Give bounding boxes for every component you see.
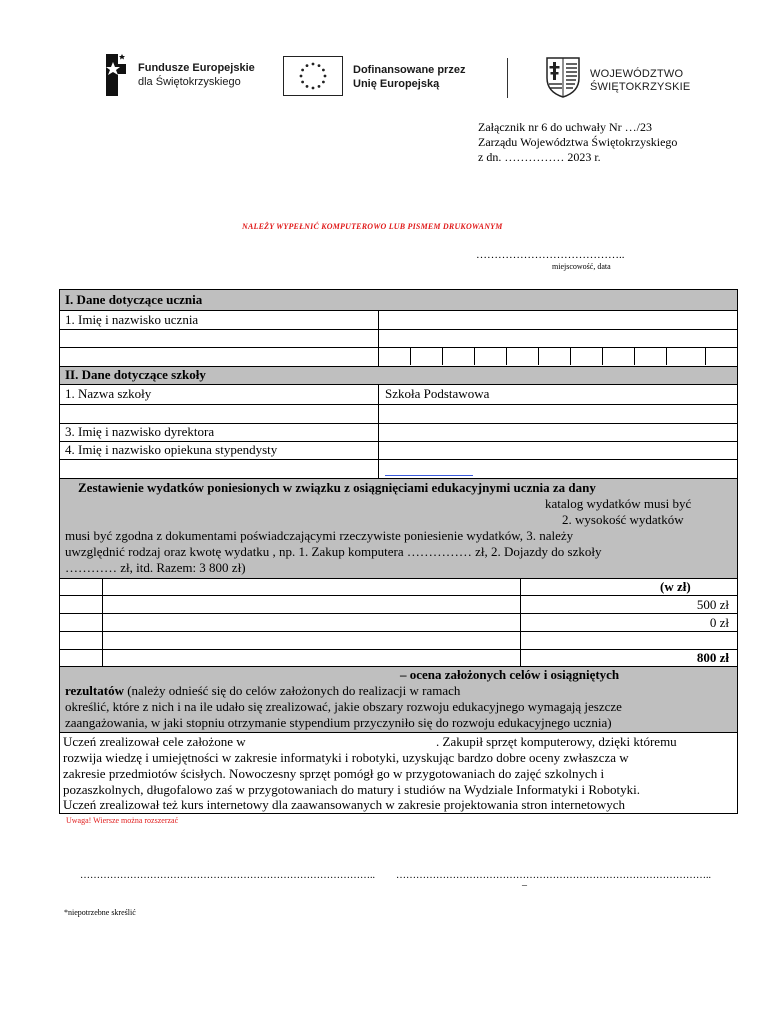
- section4-line1: – ocena założonych celów i osiągniętych: [400, 667, 620, 682]
- header-divider: [507, 58, 508, 98]
- school-name-row: [60, 385, 737, 405]
- answer-line1a: Uczeń zrealizował cele założone w: [63, 734, 246, 749]
- expense-row-2: [60, 614, 737, 632]
- expense-amount-1[interactable]: 500 zł: [696, 597, 729, 612]
- logo-eu: [283, 56, 483, 98]
- section3-line5: uwzględnić rodzaj oraz kwotę wydatku , np. 1. Zakup komputera …………… zł, 2. Dojazdy do szkoły: [65, 544, 602, 559]
- digit-box[interactable]: [442, 348, 474, 365]
- digit-box[interactable]: [506, 348, 538, 365]
- section4-header: [60, 667, 737, 733]
- answer-line4: pozaszkolnych, długofalowo zaś w przygotowaniach do matury i studiów na Wydziale Informatyki i Robotyki.: [63, 782, 640, 797]
- expense-amount-2[interactable]: 0 zł: [709, 615, 729, 630]
- section1-header: [60, 290, 737, 311]
- signature-dash: –: [522, 880, 527, 891]
- logo-woj-line1: WOJEWÓDZTWO: [590, 68, 684, 80]
- digit-box[interactable]: [602, 348, 634, 365]
- section4-line2-bold: rezultatów: [65, 683, 124, 698]
- coat-of-arms-icon: [545, 56, 581, 98]
- section4-line4: zaangażowania, w jaki stopniu otrzymanie stypendium przyczyniło się do rozwoju edukacyjnego ucznia): [65, 715, 612, 730]
- tutor-input[interactable]: [379, 442, 737, 459]
- director-row: [60, 424, 737, 442]
- section3-line4: musi być zgodna z dokumentami poświadczającymi rzeczywiste poniesienie wydatków, 3. należy: [65, 528, 574, 543]
- section3-line2: katalog wydatków musi być: [545, 496, 692, 511]
- annex-line2: Zarządu Województwa Świętokrzyskiego: [478, 135, 678, 149]
- signature-left-dots: ……………………………………………………………………………..: [80, 870, 375, 881]
- eu-flag-icon: [283, 56, 343, 96]
- answer-line5: Uczeń zrealizował też kurs internetowy dla zaawansowanych w zakresie projektowania stron internetowych: [63, 797, 626, 812]
- digit-box[interactable]: [705, 348, 737, 365]
- school-name-label: 1. Nazwa szkoły: [65, 386, 152, 401]
- logo-woj-line2: ŚWIĘTOKRZYSKIE: [590, 81, 691, 93]
- expense-total-row: [60, 650, 737, 667]
- school-address-input[interactable]: [379, 405, 737, 423]
- footnote: *niepotrzebne skreślić: [64, 908, 136, 917]
- digit-box[interactable]: [410, 348, 442, 365]
- director-label: 3. Imię i nazwisko dyrektora: [65, 424, 215, 439]
- place-date-label: miejscowość, data: [552, 262, 611, 271]
- id-number-row: [60, 348, 737, 367]
- logo-eu-line1: Dofinansowane przez: [353, 64, 466, 76]
- student-name-input[interactable]: [379, 311, 737, 329]
- annex-line3: z dn. …………… 2023 r.: [478, 150, 601, 164]
- warning-note: Uwaga! Wiersze można rozszerzać: [66, 816, 179, 825]
- school-name-input[interactable]: Szkoła Podstawowa: [385, 386, 490, 401]
- place-date-dots: …………………………………..: [476, 249, 625, 261]
- digit-box[interactable]: [634, 348, 666, 365]
- stipend-report-form: [59, 289, 738, 814]
- evaluation-answer[interactable]: [60, 733, 737, 813]
- director-input[interactable]: [379, 424, 737, 441]
- section3-title: Zestawienie wydatków poniesionych w związku z osiągnięciami edukacyjnymi ucznia za dany: [78, 480, 596, 495]
- blank-link-underline[interactable]: [385, 475, 473, 476]
- expense-header-row: [60, 579, 737, 596]
- tutor-label: 4. Imię i nazwisko opiekuna stypendysty: [65, 442, 278, 457]
- section4-line3: określić, które z nich i na ile udało się zrealizować, jakie obszary rozwoju edukacyjnego wymagają jeszcze: [65, 699, 622, 714]
- signature-right-dots: …………………………………………………………………………………..: [396, 870, 711, 881]
- annex-block: [478, 120, 677, 165]
- student-name-label: 1. Imię i nazwisko ucznia: [65, 312, 199, 327]
- section2-header: [60, 367, 737, 385]
- section3-line6: ………… zł, itd. Razem: 3 800 zł): [65, 560, 246, 575]
- section3-header: [60, 479, 737, 579]
- logo-fe-line1: Fundusze Europejskie: [138, 62, 255, 74]
- answer-line1b: . Zakupił sprzęt komputerowy, dzięki któremu: [436, 734, 677, 749]
- fe-emblem-icon: [100, 50, 130, 98]
- section4-line2-rest: (należy odnieść się do celów założonych do realizacji w ramach: [123, 683, 461, 698]
- section3-line3: 2. wysokość wydatków: [562, 512, 684, 527]
- annex-line1: Załącznik nr 6 do uchwały Nr …/23: [478, 120, 652, 134]
- answer-line2: rozwija wiedzę i umiejętności w zakresie informatyki i robotyki, uzyskując bardzo dobre oceny zwłaszcza w: [63, 750, 629, 765]
- tutor-extra-row: [60, 460, 737, 479]
- student-name-row: [60, 311, 737, 330]
- school-address-row: [60, 405, 737, 424]
- fill-instruction: NALEŻY WYPEŁNIĆ KOMPUTEROWO LUB PISMEM DRUKOWANYM: [242, 222, 503, 231]
- unit-header: (w zł): [660, 579, 691, 594]
- digit-box[interactable]: [538, 348, 570, 365]
- digit-box[interactable]: [570, 348, 602, 365]
- logo-eu-line2: Unię Europejską: [353, 78, 440, 90]
- digit-box[interactable]: [666, 348, 698, 365]
- section4-line2: [65, 683, 460, 699]
- tutor-row: [60, 442, 737, 460]
- section1-title: I. Dane dotyczące ucznia: [65, 292, 203, 307]
- expense-row-3: [60, 632, 737, 650]
- logo-fundusze-europejskie: [100, 50, 260, 100]
- digit-box[interactable]: [474, 348, 506, 365]
- answer-line3: zakresie przedmiotów ścisłych. Nowoczesny sprzęt pomógł go w przygotowaniach do zajęć szkolnych i: [63, 766, 605, 781]
- student-extra-row: [60, 330, 737, 348]
- expense-total[interactable]: 800 zł: [696, 650, 729, 665]
- logo-wojewodztwo: [545, 56, 691, 100]
- expense-row-1: [60, 596, 737, 614]
- logo-fe-line2: dla Świętokrzyskiego: [138, 76, 241, 88]
- student-extra-input[interactable]: [379, 330, 737, 347]
- section2-title: II. Dane dotyczące szkoły: [65, 367, 206, 382]
- digit-box[interactable]: [378, 348, 410, 365]
